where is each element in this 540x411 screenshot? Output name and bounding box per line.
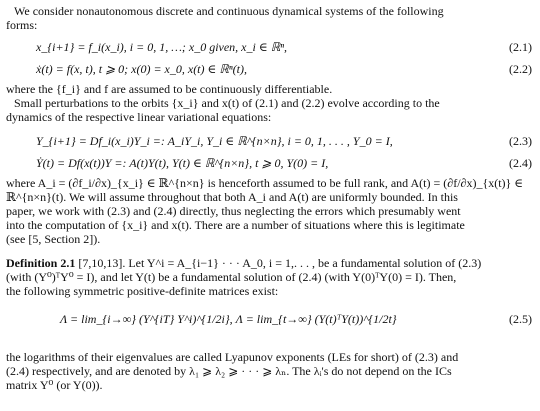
paragraph-1-line-1: We consider nonautonomous discrete and continuous dynamical systems of the following (14, 4, 444, 18)
paragraph-3-line-4: into the computation of {x_i} and x(t). There are a number of situations where this is legitimate (6, 218, 465, 232)
equation-number-2-1: (2.1) (509, 40, 532, 54)
paragraph-2-line-2: Small perturbations to the orbits {x_i} and x(t) of (2.1) and (2.2) evolve according to the (14, 96, 440, 110)
equation-number-2-4: (2.4) (509, 156, 532, 170)
definition-line-3: the following symmetric positive-definite matrices exist: (6, 284, 279, 298)
paragraph-3-line-3: paper, we work with (2.3) and (2.4) directly, thus neglecting the errors which presumably went (6, 204, 461, 218)
paragraph-2-line-1: where the {f_i} and f are assumed to be continuously differentiable. (6, 82, 333, 96)
equation-2-2: ẋ(t) = f(x, t), t ⩾ 0; x(0) = x_0, x(t) ∈ ℝⁿ(t), (36, 62, 248, 76)
equation-number-2-3: (2.3) (509, 134, 532, 148)
paragraph-1-line-2: forms: (6, 18, 38, 32)
equation-number-2-5: (2.5) (509, 312, 532, 326)
paragraph-3-line-5: (see [5, Section 2]). (6, 232, 101, 246)
paragraph-3-line-2: ℝ^{n×n}(t). We will assume throughout that both A_i and A(t) are uniformly bounded. In this (6, 190, 458, 204)
paragraph-3-line-1: where A_i = (∂f_i/∂x)_{x_i} ∈ ℝ^{n×n} is henceforth assumed to be full rank, and A(t) = (∂f/∂x)_{x(t)} ∈ (6, 176, 524, 190)
definition-label: Definition 2.1 (6, 256, 76, 270)
paragraph-4-line-1: the logarithms of their eigenvalues are called Lyapunov exponents (LEs for short) of (2.3) and (6, 350, 459, 364)
paragraph-4-line-2: (2.4) respectively, and are denoted by λ₁ ⩾ λ₂ ⩾ · · · ⩾ λₙ. The λᵢ's do not depend on the ICs (6, 364, 452, 378)
equation-2-1: x_{i+1} = f_i(x_i), i = 0, 1, …; x_0 given, x_i ∈ ℝⁿ, (36, 40, 288, 54)
paragraph-2-line-3: dynamics of the respective linear variational equations: (6, 110, 272, 124)
definition-line-1 (6, 256, 532, 270)
equation-2-4: Ẏ(t) = Df(x(t))Y =: A(t)Y(t), Y(t) ∈ ℝ^{n×n}, t ⩾ 0, Y(0) = I, (36, 156, 329, 170)
equation-2-3: Y_{i+1} = Df_i(x_i)Y_i =: A_iY_i, Y_i ∈ ℝ^{n×n}, i = 0, 1, . . . , Y_0 = I, (36, 134, 393, 148)
equation-number-2-2: (2.2) (509, 62, 532, 76)
definition-text-1: [7,10,13]. Let Y^i = A_{i−1} · · · A_0, i = 1,. . . , be a fundamental solution of (2.3) (78, 256, 482, 270)
paragraph-4-line-3: matrix Y⁰ (or Y(0)). (6, 378, 103, 392)
equation-2-5: Λ = lim_{i→∞} (Y^{iT} Y^i)^{1/2i}, Λ = lim_{t→∞} (Y(t)ᵀY(t))^{1/2t} (60, 312, 397, 326)
definition-line-2: (with (Y⁰)ᵀY⁰ = I), and let Y(t) be a fundamental solution of (2.4) (with Y(0)ᵀY(0) = I). Then, (6, 270, 457, 284)
